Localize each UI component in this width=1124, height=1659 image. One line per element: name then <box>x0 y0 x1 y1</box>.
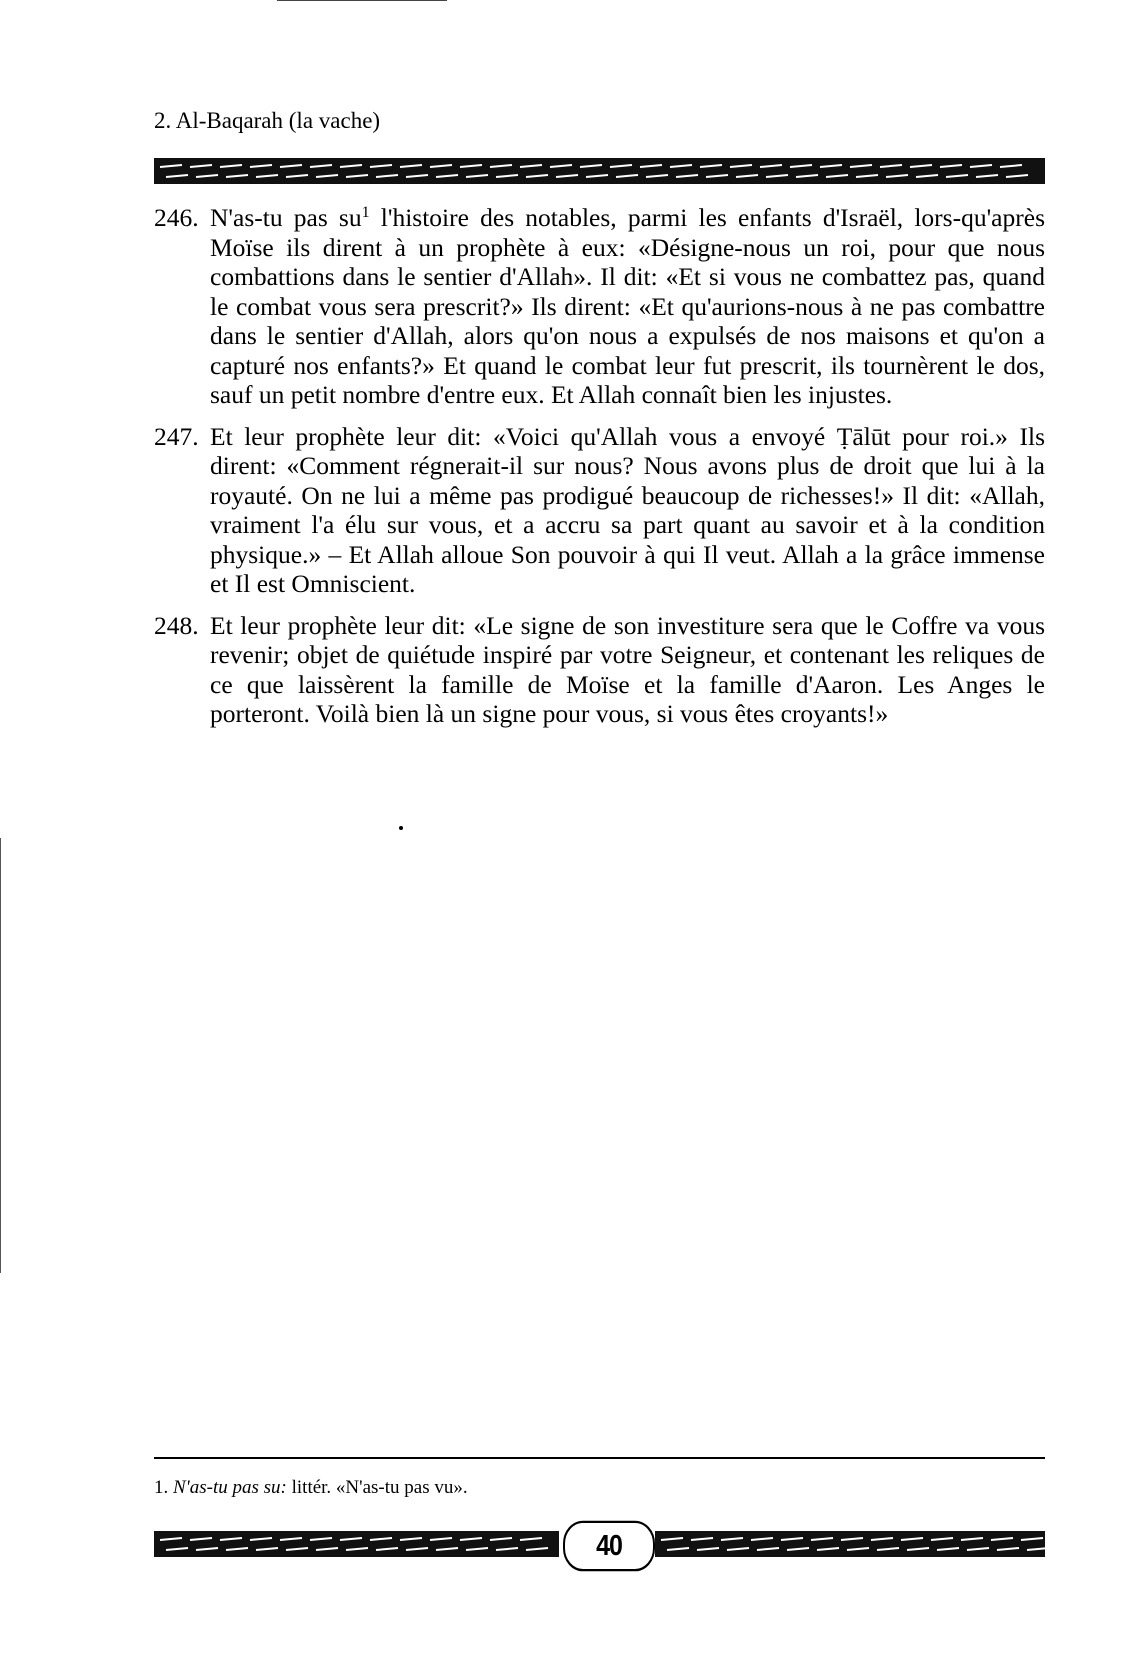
chain-link-lower <box>697 1548 719 1550</box>
chain-link-upper <box>580 165 602 167</box>
chain-link-upper <box>280 165 302 167</box>
chain-link-upper <box>991 1538 1013 1540</box>
chain-link-upper <box>820 165 842 167</box>
footnote-number: 1. <box>154 1477 169 1498</box>
chain-link-lower <box>946 175 968 177</box>
chain-link-upper <box>670 165 692 167</box>
chain-link-lower <box>766 175 788 177</box>
verse-246 <box>154 203 1045 410</box>
verse-number: 247. <box>154 421 199 451</box>
chain-link-lower <box>196 1548 218 1550</box>
verse-text-part: N'as-tu pas su <box>210 203 362 232</box>
chain-link-upper <box>310 165 332 167</box>
chain-link-lower <box>346 1548 368 1550</box>
chain-link-lower <box>817 1548 839 1550</box>
chain-link-lower <box>646 175 668 177</box>
verse-text: Et leur prophète leur dit: «Le signe de son investiture sera que le Coffre va vous revenir; objet de quiétude inspiré par votre Seigneur, et contenant les reliques de ce que laissèrent la famille de Moïse et la famille d'Aaron. Les Anges le porteront. Voilà bien là un signe pour vous, si vous êtes croyants!» <box>210 610 1045 728</box>
chain-link-lower <box>616 175 638 177</box>
chain-link-upper <box>520 165 542 167</box>
chain-link-upper <box>460 1538 482 1540</box>
chain-link-upper <box>280 1538 302 1540</box>
chain-link-upper <box>961 1538 983 1540</box>
chain-link-upper <box>550 165 572 167</box>
page-header: 2. Al-Baqarah (la vache) <box>154 108 381 133</box>
verse-list <box>154 203 1045 741</box>
chain-link-upper <box>460 165 482 167</box>
chain-link-lower <box>736 175 758 177</box>
chain-link-lower <box>706 175 728 177</box>
chain-link-upper <box>691 1538 713 1540</box>
chain-link-upper <box>871 1538 893 1540</box>
chain-link-lower <box>496 1548 518 1550</box>
chain-link-upper <box>1021 1538 1043 1540</box>
chain-link-upper <box>781 1538 803 1540</box>
chain-link-lower <box>826 175 848 177</box>
chain-link-upper <box>370 1538 392 1540</box>
chain-link-lower <box>667 1548 689 1550</box>
footnote <box>154 1477 468 1499</box>
chain-link-upper <box>640 165 662 167</box>
chain-link-lower <box>526 1548 548 1550</box>
chain-link-upper <box>220 1538 242 1540</box>
chain-link-upper <box>490 165 512 167</box>
verse-248 <box>154 611 1045 729</box>
verse-number: 246. <box>154 203 199 232</box>
chain-link-upper <box>970 165 992 167</box>
chain-link-lower <box>1027 1548 1045 1550</box>
chain-link-lower <box>526 175 548 177</box>
verse-text-part: l'histoire des notables, parmi les enfants d'Israël, lors-qu'après Moïse ils dirent à un prophète à eux: «Désigne-nous un roi, pour que nous combattions dans le sentier d'Allah». Il dit: «Et si vous ne combattez pas, quand le combat vous sera prescrit?» Ils dirent: «Et qu'aurions-nous à ne pas combattre dans le sentier d'Allah, alors qu'on nous a expulsés de nos maisons et qu'on a capturé nos enfants?» Et quand le combat leur fut prescrit, ils tournèrent le dos, sauf un petit nombre d'entre eux. Et Allah connaît bien les injustes. <box>210 203 1045 409</box>
chain-link-upper <box>931 1538 953 1540</box>
chain-link-lower <box>907 1548 929 1550</box>
scan-artifact-edge <box>0 838 1 1273</box>
chain-link-lower <box>286 175 308 177</box>
footnote-ref: 1 <box>361 204 370 221</box>
chain-link-lower <box>496 175 518 177</box>
chain-link-upper <box>841 1538 863 1540</box>
footnote-separator <box>154 1457 1045 1459</box>
chain-link-lower <box>196 175 218 177</box>
chain-link-lower <box>226 1548 248 1550</box>
chain-link-lower <box>166 175 188 177</box>
chain-link-upper <box>400 1538 422 1540</box>
chain-link-lower <box>466 1548 488 1550</box>
chain-link-upper <box>850 165 872 167</box>
verse-text <box>210 203 1045 410</box>
chain-link-lower <box>466 175 488 177</box>
chain-link-upper <box>430 165 452 167</box>
chain-link-lower <box>757 1548 779 1550</box>
chain-link-upper <box>250 1538 272 1540</box>
chain-link-lower <box>787 1548 809 1550</box>
chain-link-lower <box>436 175 458 177</box>
chain-link-lower <box>346 175 368 177</box>
chain-link-lower <box>937 1548 959 1550</box>
chain-link-lower <box>796 175 818 177</box>
ornamental-band-bottom-right <box>655 1531 1045 1557</box>
chain-link-lower <box>967 1548 989 1550</box>
chain-link-lower <box>556 175 578 177</box>
chain-link-lower <box>727 1548 749 1550</box>
chain-link-lower <box>997 1548 1019 1550</box>
chain-link-upper <box>220 165 242 167</box>
chain-link-upper <box>190 165 212 167</box>
chain-link-upper <box>430 1538 452 1540</box>
chain-link-upper <box>661 1538 683 1540</box>
chain-link-upper <box>340 165 362 167</box>
chain-link-upper <box>751 1538 773 1540</box>
chain-link-lower <box>166 1548 188 1550</box>
chain-link-upper <box>700 165 722 167</box>
scan-artifact-line <box>277 0 447 1</box>
chain-link-upper <box>190 1538 212 1540</box>
chain-link-upper <box>310 1538 332 1540</box>
chain-link-lower <box>316 1548 338 1550</box>
chain-link-lower <box>847 1548 869 1550</box>
chain-link-upper <box>721 1538 743 1540</box>
chain-link-lower <box>436 1548 458 1550</box>
chain-link-lower <box>376 175 398 177</box>
chain-link-lower <box>976 175 998 177</box>
chain-link-upper <box>400 165 422 167</box>
chain-link-lower <box>886 175 908 177</box>
chain-link-upper <box>370 165 392 167</box>
footnote-term: N'as-tu pas su: <box>173 1477 287 1498</box>
chain-link-upper <box>730 165 752 167</box>
chain-link-lower <box>856 175 878 177</box>
chain-link-upper <box>811 1538 833 1540</box>
chain-link-lower <box>406 175 428 177</box>
verse-number: 248. <box>154 610 199 640</box>
ornamental-band-top <box>154 158 1045 184</box>
chain-link-lower <box>676 175 698 177</box>
chain-link-lower <box>256 1548 278 1550</box>
chain-link-lower <box>316 175 338 177</box>
chain-link-upper <box>520 1538 542 1540</box>
chain-link-upper <box>940 165 962 167</box>
chain-link-upper <box>910 165 932 167</box>
chain-link-lower <box>877 1548 899 1550</box>
page-number: 40 <box>563 1521 655 1572</box>
chain-link-lower <box>1006 175 1028 177</box>
chain-link-upper <box>160 165 182 167</box>
chain-link-upper <box>901 1538 923 1540</box>
chain-link-lower <box>376 1548 398 1550</box>
chain-link-lower <box>286 1548 308 1550</box>
verse-text: Et leur prophète leur dit: «Voici qu'Allah vous a envoyé Ṭālūt pour roi.» Ils dirent: «Comment régnerait-il sur nous? Nous avons plus de droit que lui à la royauté. On ne lui a même pas prodigué beaucoup de richesses!» Il dit: «Allah, vraiment l'a élu sur vous, et a accru sa part quant au savoir et à la condition physique.» – Et Allah alloue Son pouvoir à qui Il veut. Allah a la grâce immense et Il est Omniscient. <box>210 421 1045 598</box>
chain-link-upper <box>880 165 902 167</box>
chain-link-lower <box>586 175 608 177</box>
chain-link-upper <box>250 165 272 167</box>
chain-link-upper <box>760 165 782 167</box>
chain-link-lower <box>406 1548 428 1550</box>
scan-speck <box>399 826 403 830</box>
chain-link-lower <box>226 175 248 177</box>
footnote-text: littér. «N'as-tu pas vu». <box>286 1477 468 1498</box>
chain-link-upper <box>340 1538 362 1540</box>
chain-link-lower <box>256 175 278 177</box>
chain-link-lower <box>916 175 938 177</box>
ornamental-band-bottom-left <box>154 1531 559 1557</box>
chain-link-upper <box>790 165 812 167</box>
chain-link-upper <box>1000 165 1022 167</box>
chain-link-upper <box>160 1538 182 1540</box>
verse-247 <box>154 422 1045 599</box>
chain-link-upper <box>490 1538 512 1540</box>
chain-link-upper <box>610 165 632 167</box>
